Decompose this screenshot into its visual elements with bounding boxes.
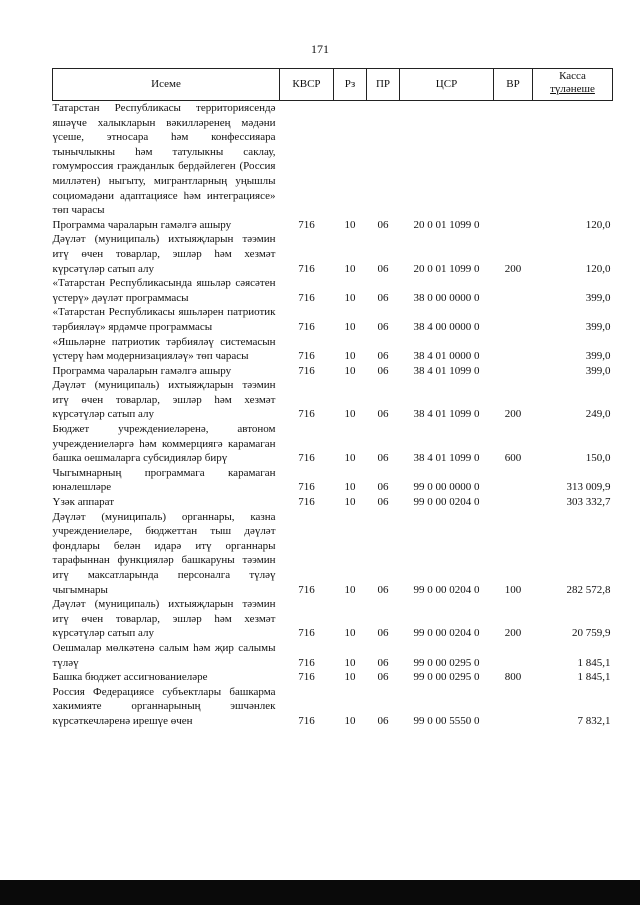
cell-csr: 99 0 00 0204 0: [413, 627, 480, 640]
cell-kvsr: 716: [298, 364, 315, 377]
cell-pr: 06: [377, 262, 389, 275]
cell-csr: 38 4 01 1099 0: [413, 364, 480, 377]
cell-csr: 38 4 01 1099 0: [413, 408, 480, 421]
cell-pr: 06: [377, 714, 389, 727]
cell-pr: [367, 101, 400, 218]
cell-kassa: 1 845,1: [577, 671, 611, 684]
cell-kassa: 120,0: [585, 218, 611, 231]
cell-name: «Яшьләрне патриотик тәрбияләү системасын үстерү һәм модернизацияләү» төп чарасы: [52, 335, 276, 363]
cell-kassa: 282 572,8: [566, 583, 611, 596]
cell-pr: 06: [377, 291, 389, 304]
table-row: [53, 364, 613, 379]
cell-name: Россия Федерациясе субъектлары башкарма хакимияте органнарының эшчәнлек күрсәткечләренә ирешүе өчен: [52, 685, 276, 727]
cell-csr: [400, 101, 494, 218]
cell-pr: 06: [377, 656, 389, 669]
cell-pr: 06: [377, 218, 389, 231]
cell-rz: 10: [344, 408, 356, 421]
cell-kassa: 399,0: [585, 350, 611, 363]
cell-csr: 38 0 00 0000 0: [413, 291, 480, 304]
table-row: [53, 466, 613, 495]
cell-kvsr: 716: [298, 627, 315, 640]
cell-vr: [494, 218, 533, 233]
cell-rz: 10: [344, 583, 356, 596]
cell-rz: 10: [344, 496, 356, 509]
table-row: [53, 101, 613, 218]
cell-vr: 100: [504, 583, 522, 596]
cell-rz: 10: [344, 350, 356, 363]
cell-kassa: 399,0: [585, 320, 611, 333]
cell-vr: [494, 641, 533, 670]
cell-name: «Татарстан Республикасы яшьләрен патриотик тәрбияләү» ярдәмче программасы: [52, 306, 276, 333]
cell-csr: 99 0 00 0000 0: [413, 481, 480, 494]
cell-name: Үзәк аппарат: [52, 496, 115, 509]
header-kassa-line1: Касса: [559, 70, 586, 82]
cell-kassa: 249,0: [585, 408, 611, 421]
cell-rz: 10: [344, 291, 356, 304]
table-header: [53, 69, 613, 101]
cell-rz: 10: [344, 320, 356, 333]
cell-pr: 06: [377, 627, 389, 640]
cell-kassa: 303 332,7: [566, 496, 611, 509]
cell-csr: 99 0 00 0204 0: [413, 496, 480, 509]
cell-kvsr: 716: [298, 218, 315, 231]
cell-vr: 200: [504, 262, 522, 275]
cell-vr: 200: [504, 627, 522, 640]
budget-table-container: [52, 68, 612, 729]
budget-table: [52, 68, 613, 729]
cell-name: Татарстан Республикасы территориясендә яшәүче халыкларын вәкилләренең мәдәни үсеше, этносара һәм конфессияара тынычлыкны һәм татулыкны саклау, гомумроссия гражданлык бердәйлеген (Россия милләтен) ныгыту, мигрантларның уңышлы социомәдәни адаптациясе һәм интеграциясе» төп чарасы: [52, 102, 276, 217]
cell-kassa: 150,0: [585, 452, 611, 465]
header-kassa-line2: түләнеше: [550, 83, 595, 95]
cell-csr: 20 0 01 1099 0: [413, 218, 480, 231]
cell-vr: [494, 466, 533, 495]
cell-kassa: 399,0: [585, 364, 611, 377]
cell-kvsr: 716: [298, 656, 315, 669]
cell-name: Оешмалар мөлкәтенә салым һәм җир салымы түләү: [52, 641, 276, 669]
cell-vr: 600: [504, 452, 522, 465]
cell-rz: 10: [344, 671, 356, 684]
cell-pr: 06: [377, 496, 389, 509]
cell-kvsr: [280, 101, 334, 218]
cell-kvsr: 716: [298, 671, 315, 684]
cell-name: Программа чараларын гамәлгә ашыру: [52, 218, 232, 231]
cell-csr: 99 0 00 0204 0: [413, 583, 480, 596]
cell-kvsr: 716: [298, 350, 315, 363]
header-pr: ПР: [367, 69, 400, 101]
cell-kassa: 20 759,9: [572, 627, 611, 640]
cell-csr: 99 0 00 0295 0: [413, 671, 480, 684]
cell-kassa: 399,0: [585, 291, 611, 304]
table-row: [53, 232, 613, 276]
cell-vr: [494, 101, 533, 218]
cell-csr: 38 4 01 1099 0: [413, 452, 480, 465]
table-row: [53, 685, 613, 729]
cell-csr: 99 0 00 5550 0: [413, 714, 480, 727]
cell-kvsr: 716: [298, 320, 315, 333]
cell-kvsr: 716: [298, 408, 315, 421]
table-row: [53, 495, 613, 510]
cell-rz: 10: [344, 262, 356, 275]
cell-rz: 10: [344, 627, 356, 640]
cell-rz: 10: [344, 364, 356, 377]
cell-kvsr: 716: [298, 583, 315, 596]
cell-name: Башка бюджет ассигнованиеләре: [52, 671, 208, 684]
table-row: [53, 641, 613, 670]
cell-rz: 10: [344, 452, 356, 465]
cell-kvsr: 716: [298, 496, 315, 509]
cell-csr: 38 4 01 0000 0: [413, 350, 480, 363]
cell-pr: 06: [377, 364, 389, 377]
cell-vr: 200: [504, 408, 522, 421]
cell-csr: 99 0 00 0295 0: [413, 656, 480, 669]
cell-rz: [334, 101, 367, 218]
cell-kvsr: 716: [298, 291, 315, 304]
cell-vr: [494, 276, 533, 305]
cell-pr: 06: [377, 408, 389, 421]
cell-vr: 800: [504, 671, 522, 684]
cell-vr: [494, 305, 533, 334]
cell-name: «Татарстан Республикасында яшьләр сәясәтен үстерү» дәүләт программасы: [52, 277, 276, 304]
page-number: 171: [311, 42, 329, 56]
table-row: [53, 305, 613, 334]
cell-rz: 10: [344, 481, 356, 494]
cell-kvsr: 716: [298, 262, 315, 275]
header-name: Исеме: [53, 69, 280, 101]
table-row: [53, 597, 613, 641]
cell-rz: 10: [344, 218, 356, 231]
cell-vr: [494, 364, 533, 379]
cell-kassa: 1 845,1: [577, 656, 611, 669]
cell-name: Дәүләт (муниципаль) ихтыяҗларын тәэмин итү өчен товарлар, эшләр һәм хезмәт күрсәтүләр сатып алу: [52, 233, 276, 275]
cell-pr: 06: [377, 320, 389, 333]
cell-kassa: 313 009,9: [566, 481, 611, 494]
cell-pr: 06: [377, 452, 389, 465]
cell-vr: [494, 335, 533, 364]
cell-name: Программа чараларын гамәлгә ашыру: [52, 364, 232, 377]
cell-vr: [494, 685, 533, 729]
table-row: [53, 276, 613, 305]
cell-csr: 20 0 01 1099 0: [413, 262, 480, 275]
table-row: [53, 335, 613, 364]
cell-name: Дәүләт (муниципаль) органнары, казна учреждениеләре, бюджеттан тыш дәүләт фондлары белән идарә итү органнары тарафыннан функцияләр башкаруны тәэмин итү максатларында персоналга түләү чыгымнары: [52, 510, 276, 596]
cell-kassa: [533, 101, 613, 218]
header-csr: ЦСР: [400, 69, 494, 101]
cell-kvsr: 716: [298, 714, 315, 727]
cell-kvsr: 716: [298, 481, 315, 494]
cell-pr: 06: [377, 481, 389, 494]
cell-rz: 10: [344, 656, 356, 669]
cell-kassa: 7 832,1: [577, 714, 611, 727]
header-rz: Рз: [334, 69, 367, 101]
cell-pr: 06: [377, 671, 389, 684]
table-row: [53, 670, 613, 685]
table-body: [53, 101, 613, 729]
cell-name: Бюджет учреждениеләренә, автоном учреждениеләргә һәм коммерциягә карамаган башка оешмаларга субсидияләр бирү: [52, 423, 276, 465]
cell-pr: 06: [377, 350, 389, 363]
header-kassa: [533, 69, 613, 101]
cell-pr: 06: [377, 583, 389, 596]
scan-bottom-border: [0, 880, 640, 905]
cell-name: Чыгымнарның программага карамаган юнәлешләре: [52, 466, 276, 494]
header-kvsr: КВСР: [280, 69, 334, 101]
table-row: [53, 378, 613, 422]
table-row: [53, 218, 613, 233]
cell-name: Дәүләт (муниципаль) ихтыяҗларын тәэмин итү өчен товарлар, эшләр һәм хезмәт күрсәтүләр сатып алу: [52, 598, 276, 640]
cell-kvsr: 716: [298, 452, 315, 465]
table-row: [53, 510, 613, 598]
cell-rz: 10: [344, 714, 356, 727]
cell-kassa: 120,0: [585, 262, 611, 275]
cell-name: Дәүләт (муниципаль) ихтыяҗларын тәэмин итү өчен товарлар, эшләр һәм хезмәт күрсәтүләр сатып алу: [52, 379, 276, 421]
table-row: [53, 422, 613, 466]
header-vr: ВР: [494, 69, 533, 101]
cell-csr: 38 4 00 0000 0: [413, 320, 480, 333]
cell-vr: [494, 495, 533, 510]
